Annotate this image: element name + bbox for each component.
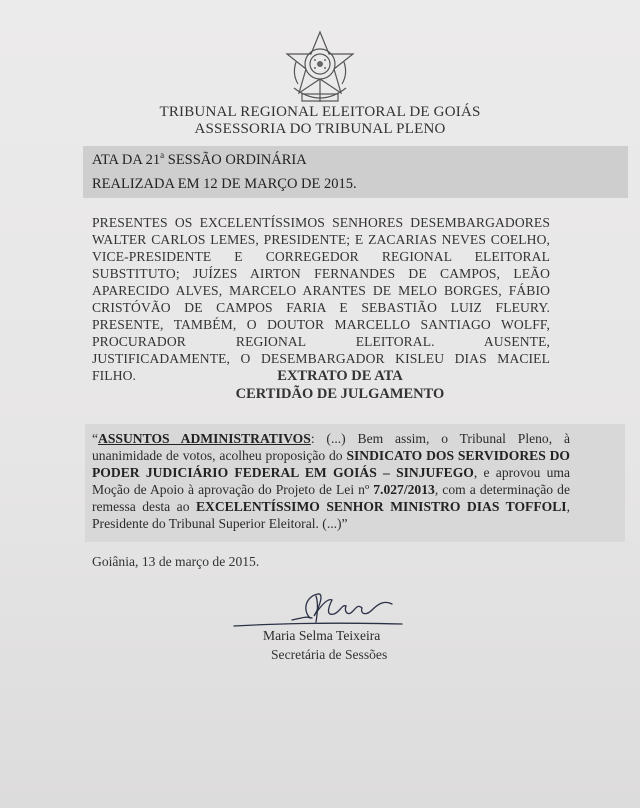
session-title-prefix: ATA DA 21: [92, 151, 161, 168]
place-and-date: Goiânia, 13 de março de 2015.: [92, 554, 260, 569]
open-quote: “: [92, 431, 99, 446]
session-title-suffix: SESSÃO ORDINÁRIA: [164, 151, 307, 168]
brazil-coat-of-arms-icon: [284, 30, 356, 106]
signatory-name: Maria Selma Teixeira: [263, 628, 381, 643]
handwritten-signature: [232, 588, 412, 632]
session-title: [92, 150, 307, 169]
session-date: REALIZADA EM 12 DE MARÇO DE 2015.: [92, 176, 357, 192]
decision-text-3: , com a determinação de remessa desta ao: [92, 482, 570, 514]
department-name: ASSESSORIA DO TRIBUNAL PLENO: [194, 121, 446, 137]
minister-name: EXCELENTÍSSIMO SENHOR MINISTRO DIAS TOFFOLI: [195, 499, 567, 514]
judgment-certificate-heading: CERTIDÃO DE JULGAMENTO: [235, 386, 445, 402]
attendees-paragraph: PRESENTES OS EXCELENTÍSSIMOS SENHORES DESEMBARGADORES WALTER CARLOS LEMES, PRESIDENTE; E ZACARIAS NEVES COELHO, VICE-PRESIDENTE E CORREGEDOR REGIONAL ELEITORAL SUBSTITUTO; JUÍZES AIRTON FERNANDES DE CAMPOS, LEÃO APARECIDO ALVES, MARCELO ARANTES DE MELO BORGES, FÁBIO CRISTÓVÃO DE CAMPOS FARIA E SEBASTIÃO LUIZ FLEURY. PRESENTE, TAMBÉM, O DOUTOR MARCELLO SANTIAGO WOLFF, PROCURADOR REGIONAL ELEITORAL. AUSENTE, JUSTIFICADAMENTE, O DESEMBARGADOR KISLEU DIAS MACIEL FILHO.: [92, 215, 550, 383]
bill-number: 7.027/2013: [373, 482, 435, 497]
decision-text-1: : (...) Bem assim, o Tribunal Pleno, à unanimidade de votos, acolheu proposição do: [92, 431, 570, 463]
subject-heading: ASSUNTOS ADMINISTRATIVOS: [98, 431, 311, 446]
decision-text-2: , e aprovou uma Moção de Apoio à aprovação do Projeto de Lei nº: [92, 465, 571, 497]
decision-paragraph: [92, 430, 570, 532]
extract-heading: EXTRATO DE ATA: [277, 368, 403, 384]
decision-closing: , Presidente do Tribunal Superior Eleitoral. (...)”: [92, 499, 570, 531]
session-title-ordinal: a: [160, 150, 165, 160]
signatory-role: Secretária de Sessões: [271, 647, 388, 662]
union-name: SINDICATO DOS SERVIDORES DO PODER JUDICIÁRIO FEDERAL EM GOIÁS – SINJUFEGO: [92, 448, 570, 480]
institution-name: TRIBUNAL REGIONAL ELEITORAL DE GOIÁS: [159, 104, 481, 120]
